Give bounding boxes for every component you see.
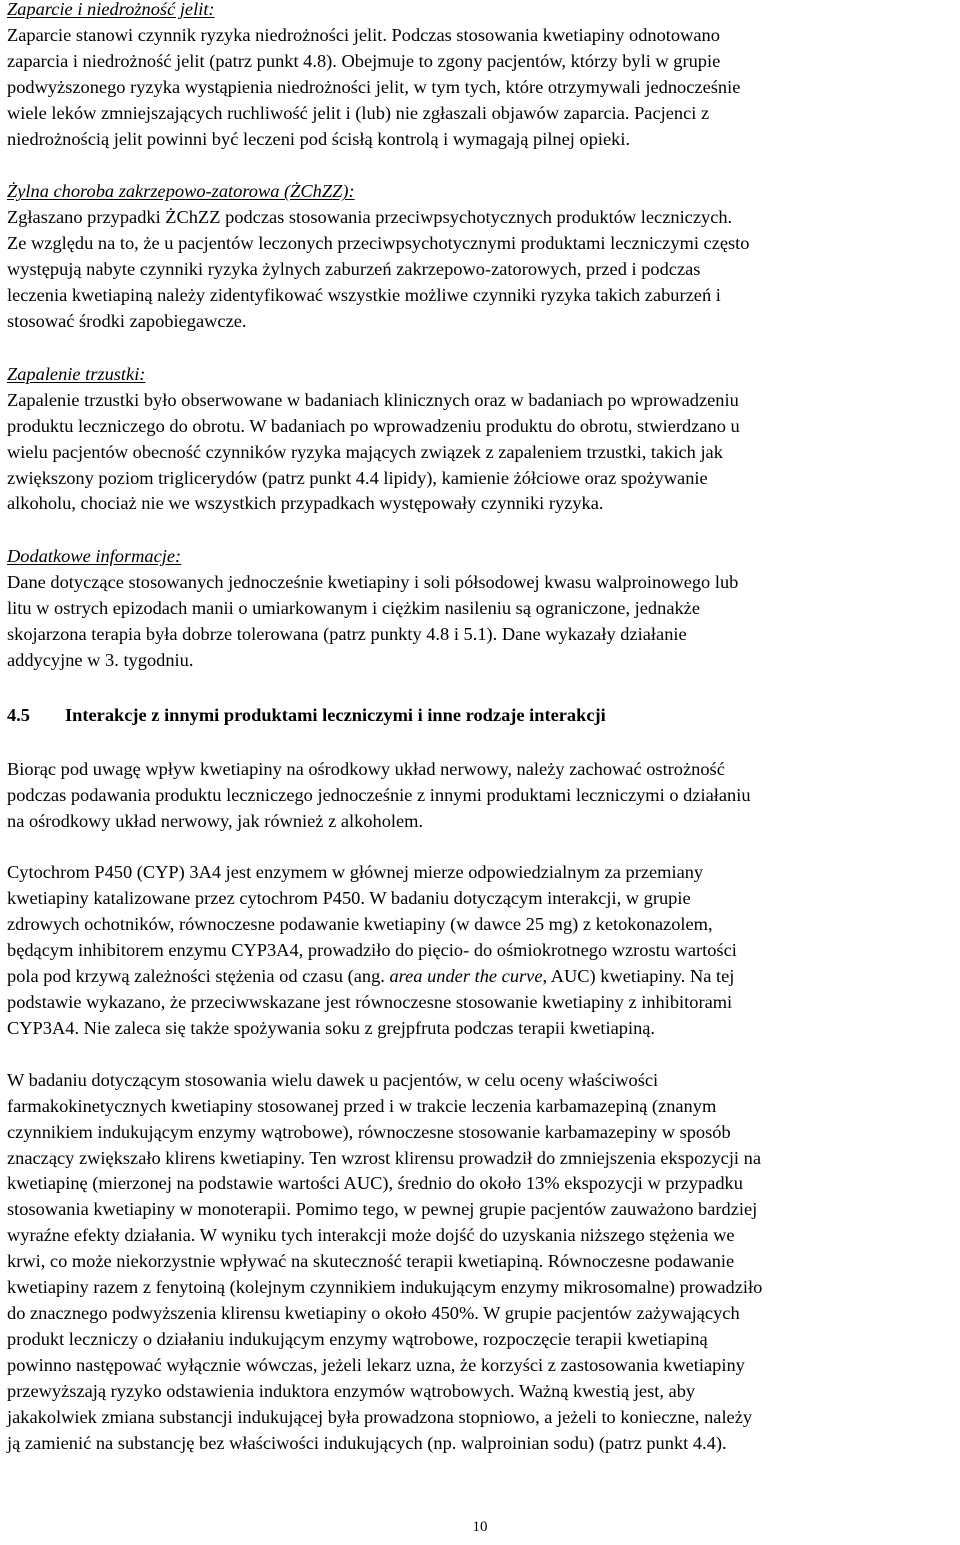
text-line: podwyższonego ryzyka wystąpienia niedrożności jelit, w tym tych, które otrzymywali jednocześnie <box>7 76 741 97</box>
text-line: powinno następować wyłącznie wówczas, jeżeli lekarz uzna, że korzyści z zastosowania kwetiapiny <box>7 1354 745 1375</box>
text-line: ją zamienić na substancję bez właściwości indukujących (np. walproinian sodu) (patrz punkt 4.4). <box>7 1432 727 1453</box>
text-line: Ze względu na to, że u pacjentów leczonych przeciwpsychotycznymi produktami leczniczymi często <box>7 233 750 254</box>
text-line: wyraźne efekty działania. W wyniku tych interakcji może dojść do uzyskania niższego stężenia we <box>7 1225 735 1246</box>
text-line: przewyższają ryzyko odstawienia induktora enzymów wątrobowych. Ważną kwestią jest, aby <box>7 1380 696 1401</box>
paragraph-pancreatitis <box>7 388 952 518</box>
text-line: wiele leków zmniejszających ruchliwość jelit i (lub) nie zgłaszali objawów zaparcia. Pacjenci z <box>7 102 710 123</box>
text-line: niedrożnością jelit powinni być leczeni pod ścisłą kontrolą i wymagają pilnej opieki. <box>7 128 631 149</box>
section-title-additional: Dodatkowe informacje: <box>7 546 182 567</box>
text-line: podstawie wykazano, że przeciwwskazane jest równoczesne stosowanie kwetiapiny z inhibitorami <box>7 992 733 1012</box>
section-title-obstruction: Zaparcie i niedrożność jelit: <box>7 0 215 19</box>
paragraph-vte <box>7 205 952 335</box>
text-line: alkoholu, chociaż nie we wszystkich przypadkach występowały czynniki ryzyka. <box>7 493 604 514</box>
text-line: czynnikiem indukującym enzymy wątrobowe), równoczesne stosowanie karbamazepiny w sposób <box>7 1121 731 1142</box>
text-line: leczenia kwetiapiną należy zidentyfikować wszystkie możliwe czynniki ryzyka takich zaburzeń i <box>7 285 721 306</box>
section-heading-4-5 <box>7 703 952 729</box>
paragraph-cyp3a4 <box>7 860 952 1041</box>
text-line: Cytochrom P450 (CYP) 3A4 jest enzymem w głównej mierze odpowiedzialnym za przemiany <box>7 862 704 883</box>
text-line: litu w ostrych epizodach manii o umiarkowanym i ciężkim nasileniu są ograniczone, jednakże <box>7 598 700 619</box>
text-line: stosować środki zapobiegawcze. <box>7 310 247 331</box>
text-line: produktu leczniczego do obrotu. W badaniach po wprowadzeniu produktu do obrotu, stwierdzano u <box>7 415 740 436</box>
text-line: Zgłaszano przypadki ŻChZZ podczas stosowania przeciwpsychotycznych produktów leczniczych. <box>7 207 733 228</box>
section-title-vte: Żylna choroba zakrzepowo-zatorowa (ŻChZZ): <box>7 181 355 202</box>
text-line: Zapalenie trzustki było obserwowane w badaniach klinicznych oraz w badaniach po wprowadzeniu <box>7 389 739 410</box>
text-line: pola pod krzywą zależności stężenia od czasu (ang. <box>7 966 390 987</box>
text-line: kwetiapinę (mierzonej na podstawie wartości AUC), średnio do około 13% ekspozycji w przypadku <box>7 1173 743 1194</box>
paragraph-obstruction <box>7 23 952 153</box>
text-line: , AUC) kwetiapiny. Na tej <box>542 966 735 987</box>
text-line: produkt leczniczy o działaniu indukującym enzymy wątrobowe, rozpoczęcie terapii kwetiapiną <box>7 1328 708 1349</box>
text-line: skojarzona terapia była dobrze tolerowana (patrz punkty 4.8 i 5.1). Dane wykazały działanie <box>7 624 687 645</box>
italic-term: area under the curve <box>389 966 543 987</box>
text-line: kwetiapiny katalizowane przez cytochrom P450. W badaniu dotyczącym interakcji, w grupie <box>7 888 691 909</box>
text-line: podczas podawania produktu leczniczego jednocześnie z innymi produktami leczniczymi o działaniu <box>7 784 751 805</box>
text-line: W badaniu dotyczącym stosowania wielu dawek u pacjentów, w celu oceny właściwości <box>7 1069 659 1090</box>
text-line: Zaparcie stanowi czynnik ryzyka niedrożności jelit. Podczas stosowania kwetiapiny odnotowano <box>7 24 720 45</box>
paragraph-additional <box>7 570 952 674</box>
text-line: zaparcia i niedrożność jelit (patrz punkt 4.8). Obejmuje to zgony pacjentów, którzy byli w grupie <box>7 50 721 71</box>
text-line: jakakolwiek zmiana substancji indukującej była prowadzona stopniowo, a jeżeli to konieczne, należy <box>7 1406 753 1427</box>
page-number: 10 <box>472 1519 488 1535</box>
text-line: na ośrodkowy układ nerwowy, jak również z alkoholem. <box>7 810 424 831</box>
section-number: 4.5 <box>7 704 30 725</box>
text-line: Dane dotyczące stosowanych jednocześnie kwetiapiny i soli półsodowej kwasu walproinowego lub <box>7 572 739 593</box>
text-line: krwi, co może niekorzystnie wpływać na skuteczność terapii kwetiapiną. Równoczesne podawanie <box>7 1251 735 1272</box>
text-line: wielu pacjentów obecność czynników ryzyka mających związek z zapaleniem trzustki, takich jak <box>7 441 723 462</box>
text-line: zwiększony poziom triglicerydów (patrz punkt 4.4 lipidy), kamienie żółciowe oraz spożywanie <box>7 467 708 488</box>
text-line: do znacznego podwyższenia klirensu kwetiapiny o około 450%. W grupie pacjentów zażywających <box>7 1302 740 1323</box>
text-line: występują nabyte czynniki ryzyka żylnych zaburzeń zakrzepowo-zatorowych, przed i podczas <box>7 259 701 280</box>
text-line: stosowania kwetiapiny w monoterapii. Pomimo tego, w pewnej grupie pacjentów zauważono bardziej <box>7 1199 758 1220</box>
text-line: Biorąc pod uwagę wpływ kwetiapiny na ośrodkowy układ nerwowy, należy zachować ostrożność <box>7 758 725 779</box>
paragraph-cns <box>7 757 952 835</box>
text-line: zdrowych ochotników, równoczesne podawanie kwetiapiny (w dawce 25 mg) z ketokonazolem, <box>7 914 713 935</box>
paragraph-carbamazepine <box>7 1068 952 1457</box>
text-line: będącym inhibitorem enzymu CYP3A4, prowadziło do pięcio- do ośmiokrotnego wzrostu wartości <box>7 940 737 961</box>
text-line: CYP3A4. Nie zaleca się także spożywania soku z grejpfruta podczas terapii kwetiapiną. <box>7 1017 656 1038</box>
text-line: znaczący zwiększało klirens kwetiapiny. Ten wzrost klirensu prowadził do zmniejszenia ekspozycji na <box>7 1147 761 1168</box>
section-title-pancreatitis: Zapalenie trzustki: <box>7 363 146 384</box>
text-line: farmakokinetycznych kwetiapiny stosowanej przed i w trakcie leczenia karbamazepiną (znanym <box>7 1095 717 1116</box>
text-line: addycyjne w 3. tygodniu. <box>7 649 194 670</box>
text-line: kwetiapiny razem z fenytoiną (kolejnym czynnikiem indukującym enzymy mikrosomalne) prowadziło <box>7 1277 763 1298</box>
section-title: Interakcje z innymi produktami leczniczymi i inne rodzaje interakcji <box>65 704 606 725</box>
